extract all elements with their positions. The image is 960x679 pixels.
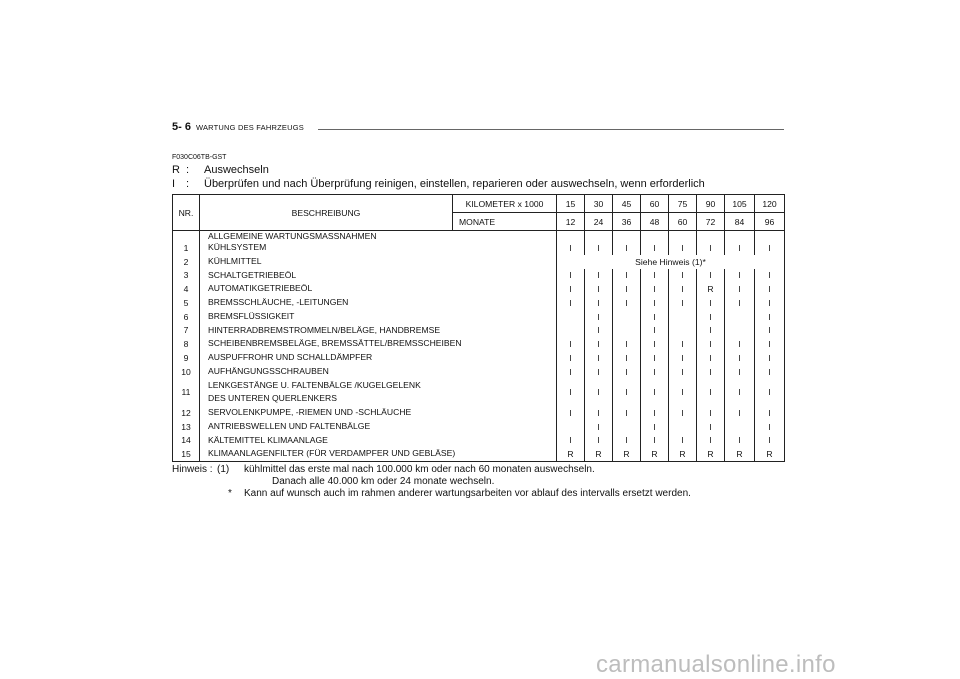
interval-value: [669, 310, 697, 324]
interval-value: I: [697, 406, 725, 420]
interval-value: I: [641, 351, 669, 365]
note-prefix: Hinweis :: [172, 464, 213, 475]
interval-value: I: [585, 420, 613, 434]
note-line-3: Kann auf wunsch auch im rahmen anderer wartungsarbeiten vor ablauf des intervalls ersetzt werden.: [244, 488, 691, 499]
interval-value: I: [725, 241, 755, 255]
note-line-2: Danach alle 40.000 km oder 24 monate wechseln.: [272, 476, 495, 487]
row-description: [200, 434, 557, 448]
header-km-value: 45: [613, 195, 641, 213]
header-months-value: 36: [613, 213, 641, 231]
interval-value: [557, 324, 585, 338]
row-general: [173, 231, 785, 242]
legend-text: Überprüfen und nach Überprüfung reinigen, einstellen, reparieren oder auswechseln, wenn erforderlich: [204, 178, 705, 190]
header-km-value: 60: [641, 195, 669, 213]
interval-value: I: [755, 296, 785, 310]
row-description-line: HINTERRADBREMSTROMMELN/BELÄGE, HANDBREMSE: [208, 324, 441, 335]
interval-value: R: [725, 447, 755, 461]
interval-value: [557, 420, 585, 434]
interval-value: I: [613, 282, 641, 296]
note-line-1: kühlmittel das erste mal nach 100.000 km oder nach 60 monaten auswechseln.: [244, 464, 595, 475]
header-km-value: 105: [725, 195, 755, 213]
interval-value: I: [585, 351, 613, 365]
interval-value: I: [669, 282, 697, 296]
watermark: carmanualsonline.info: [596, 651, 836, 678]
interval-value: I: [557, 379, 585, 407]
interval-value: I: [755, 241, 785, 255]
interval-value: I: [725, 365, 755, 379]
row-description-line: KÜHLSYSTEM: [208, 242, 267, 252]
row-number: 15: [173, 447, 200, 461]
interval-value: I: [697, 365, 725, 379]
row-description-line: SCHEIBENBREMSBELÄGE, BREMSSÄTTEL/BREMSSCHEIBEN: [208, 338, 462, 349]
row-description-line: BREMSFLÜSSIGKEIT: [208, 310, 295, 321]
table-row: [173, 406, 785, 420]
interval-value: I: [725, 406, 755, 420]
interval-value: I: [755, 406, 785, 420]
interval-value: I: [697, 420, 725, 434]
interval-value: R: [585, 447, 613, 461]
interval-value: I: [755, 310, 785, 324]
interval-value: I: [557, 282, 585, 296]
header-months-value: 12: [557, 213, 585, 231]
interval-value: R: [557, 447, 585, 461]
table-row: [173, 351, 785, 365]
header-months-value: 24: [585, 213, 613, 231]
header-months-value: 72: [697, 213, 725, 231]
section-title: WARTUNG DES FAHRZEUGS: [195, 123, 304, 132]
interval-value: I: [669, 269, 697, 283]
footnote-block: [172, 464, 691, 500]
header-months-value: 96: [755, 213, 785, 231]
row-number: 9: [173, 351, 200, 365]
header-months-value: 48: [641, 213, 669, 231]
interval-value: [725, 324, 755, 338]
row-number: 8: [173, 337, 200, 351]
table-row: [173, 296, 785, 310]
interval-value: R: [697, 282, 725, 296]
interval-value: I: [669, 379, 697, 407]
interval-value: I: [585, 269, 613, 283]
interval-value: I: [725, 434, 755, 448]
table-row: [173, 337, 785, 351]
row-description-line: KÄLTEMITTEL KLIMAANLAGE: [208, 434, 328, 445]
table-row: [173, 241, 785, 255]
interval-value: I: [697, 269, 725, 283]
interval-value: I: [755, 379, 785, 407]
row-description: [200, 310, 557, 324]
interval-value: I: [669, 296, 697, 310]
interval-value: [613, 420, 641, 434]
interval-value: I: [725, 379, 755, 407]
interval-value: I: [641, 365, 669, 379]
row-description: [200, 296, 557, 310]
interval-value: R: [755, 447, 785, 461]
document-code: F030C06TB-GST: [172, 154, 227, 161]
interval-value: I: [697, 324, 725, 338]
row-description: [200, 324, 557, 338]
row-description-line: KLIMAANLAGENFILTER (FÜR VERDAMPFER UND GEBLÄSE): [208, 448, 456, 459]
row-description-line: LENKGESTÄNGE U. FALTENBÄLGE /KUGELGELENK: [208, 379, 421, 390]
interval-value: I: [585, 310, 613, 324]
interval-value: I: [641, 420, 669, 434]
table-row: [173, 447, 785, 461]
interval-value: [725, 420, 755, 434]
interval-value: I: [585, 324, 613, 338]
interval-value: [669, 324, 697, 338]
interval-value: I: [755, 337, 785, 351]
header-rule: [318, 129, 784, 130]
interval-value: I: [725, 296, 755, 310]
row-description: [200, 282, 557, 296]
table-row: [173, 324, 785, 338]
interval-value: I: [755, 324, 785, 338]
legend-row-replace: [172, 164, 269, 176]
interval-value: I: [585, 379, 613, 407]
interval-value: I: [585, 282, 613, 296]
row-number: 5: [173, 296, 200, 310]
header-row-km: [173, 195, 785, 213]
interval-value: I: [755, 434, 785, 448]
interval-value: I: [613, 351, 641, 365]
row-description-line: SERVOLENKPUMPE, -RIEMEN UND -SCHLÄUCHE: [208, 407, 412, 417]
interval-value: I: [557, 269, 585, 283]
table-row: [173, 379, 785, 407]
interval-value: I: [669, 406, 697, 420]
interval-value: I: [585, 365, 613, 379]
coolant-note-cell: Siehe Hinweis (1)*: [557, 255, 785, 269]
interval-value: I: [755, 351, 785, 365]
note-star: *: [228, 488, 232, 499]
interval-value: I: [641, 434, 669, 448]
interval-value: I: [613, 241, 641, 255]
general-maintenance-heading: ALLGEMEINE WARTUNGSMASSNAHMEN: [200, 231, 557, 242]
legend-key: R: [172, 164, 180, 176]
row-description: [200, 351, 557, 365]
row-description-line: AUSPUFFROHR UND SCHALLDÄMPFER: [208, 352, 373, 362]
interval-value: I: [641, 269, 669, 283]
interval-value: R: [697, 447, 725, 461]
table-row: [173, 255, 785, 269]
interval-value: I: [641, 324, 669, 338]
interval-value: I: [725, 282, 755, 296]
row-description: [200, 337, 557, 351]
interval-value: I: [725, 269, 755, 283]
header-description: BESCHREIBUNG: [200, 195, 453, 231]
row-description-line: SCHALTGETRIEBEÖL: [208, 269, 297, 280]
interval-value: I: [669, 241, 697, 255]
interval-value: I: [613, 296, 641, 310]
row-description: [200, 447, 557, 461]
interval-value: I: [755, 365, 785, 379]
interval-value: I: [697, 351, 725, 365]
row-number: 6: [173, 310, 200, 324]
interval-value: I: [725, 337, 755, 351]
row-description: [200, 269, 557, 283]
row-number: 2: [173, 255, 200, 269]
interval-value: I: [585, 434, 613, 448]
interval-value: I: [585, 241, 613, 255]
interval-value: I: [697, 310, 725, 324]
interval-value: I: [755, 282, 785, 296]
interval-value: I: [557, 434, 585, 448]
header-nr: NR.: [173, 195, 200, 231]
interval-value: I: [557, 296, 585, 310]
row-number: 11: [173, 379, 200, 407]
interval-value: [669, 420, 697, 434]
interval-value: I: [697, 241, 725, 255]
interval-value: [613, 324, 641, 338]
table-row: [173, 282, 785, 296]
legend-key: I: [172, 178, 176, 190]
interval-value: I: [669, 434, 697, 448]
row-description: [200, 241, 557, 255]
interval-value: I: [697, 337, 725, 351]
row-number: 12: [173, 406, 200, 420]
interval-value: I: [641, 310, 669, 324]
interval-value: I: [613, 406, 641, 420]
table-row: [173, 365, 785, 379]
interval-value: R: [641, 447, 669, 461]
row-number: 1: [173, 241, 200, 255]
header-km-label: KILOMETER x 1000: [453, 195, 557, 213]
interval-value: I: [641, 379, 669, 407]
legend-row-inspect: [172, 178, 705, 190]
table-row: [173, 434, 785, 448]
row-description-line: ANTRIEBSWELLEN UND FALTENBÄLGE: [208, 420, 371, 431]
interval-value: I: [755, 420, 785, 434]
row-number: 13: [173, 420, 200, 434]
legend-sep: :: [186, 164, 190, 176]
row-description: [200, 365, 557, 379]
interval-value: I: [669, 337, 697, 351]
interval-value: I: [613, 434, 641, 448]
interval-value: R: [669, 447, 697, 461]
interval-value: I: [641, 241, 669, 255]
header-km-value: 75: [669, 195, 697, 213]
interval-value: I: [697, 379, 725, 407]
interval-value: I: [725, 351, 755, 365]
interval-value: I: [585, 337, 613, 351]
header-months-value: 84: [725, 213, 755, 231]
row-description-line: AUTOMATIKGETRIEBEÖL: [208, 283, 313, 294]
row-number: 10: [173, 365, 200, 379]
row-number: 4: [173, 282, 200, 296]
interval-value: I: [697, 296, 725, 310]
row-description: [200, 255, 557, 269]
interval-value: I: [557, 406, 585, 420]
header-months-value: 60: [669, 213, 697, 231]
header-km-value: 15: [557, 195, 585, 213]
row-description: [200, 406, 557, 420]
interval-value: I: [613, 379, 641, 407]
legend-sep: :: [186, 178, 190, 190]
row-number: 14: [173, 434, 200, 448]
interval-value: R: [613, 447, 641, 461]
interval-value: I: [641, 406, 669, 420]
interval-value: [557, 310, 585, 324]
interval-value: [725, 310, 755, 324]
note-number: (1): [217, 464, 230, 475]
header-km-value: 30: [585, 195, 613, 213]
table-row: [173, 310, 785, 324]
interval-value: I: [585, 296, 613, 310]
header-km-value: 90: [697, 195, 725, 213]
header-km-value: 120: [755, 195, 785, 213]
interval-value: I: [557, 351, 585, 365]
legend-text: Auswechseln: [204, 164, 269, 176]
interval-value: I: [697, 434, 725, 448]
row-description: [200, 379, 557, 407]
row-number: 7: [173, 324, 200, 338]
row-description-line: DES UNTEREN QUERLENKERS: [208, 393, 337, 404]
header-months-label: MONATE: [453, 213, 557, 231]
interval-value: I: [585, 406, 613, 420]
interval-value: I: [557, 241, 585, 255]
page-header: [172, 121, 304, 137]
interval-value: I: [641, 337, 669, 351]
table-row: [173, 420, 785, 434]
interval-value: I: [669, 351, 697, 365]
row-description-line: AUFHÄNGUNGSSCHRAUBEN: [208, 365, 329, 376]
interval-value: [613, 310, 641, 324]
row-number: 3: [173, 269, 200, 283]
row-description-line: BREMSSCHLÄUCHE, -LEITUNGEN: [208, 297, 349, 307]
page-number: 5- 6: [172, 121, 191, 133]
row-description-line: KÜHLMITTEL: [208, 255, 262, 266]
interval-value: I: [669, 365, 697, 379]
interval-value: I: [641, 282, 669, 296]
interval-value: I: [613, 269, 641, 283]
interval-value: I: [755, 269, 785, 283]
row-description: [200, 420, 557, 434]
interval-value: I: [641, 296, 669, 310]
interval-value: I: [557, 337, 585, 351]
table-row: [173, 269, 785, 283]
interval-value: I: [557, 365, 585, 379]
interval-value: I: [613, 337, 641, 351]
interval-value: I: [613, 365, 641, 379]
maintenance-schedule-table: [172, 194, 785, 462]
